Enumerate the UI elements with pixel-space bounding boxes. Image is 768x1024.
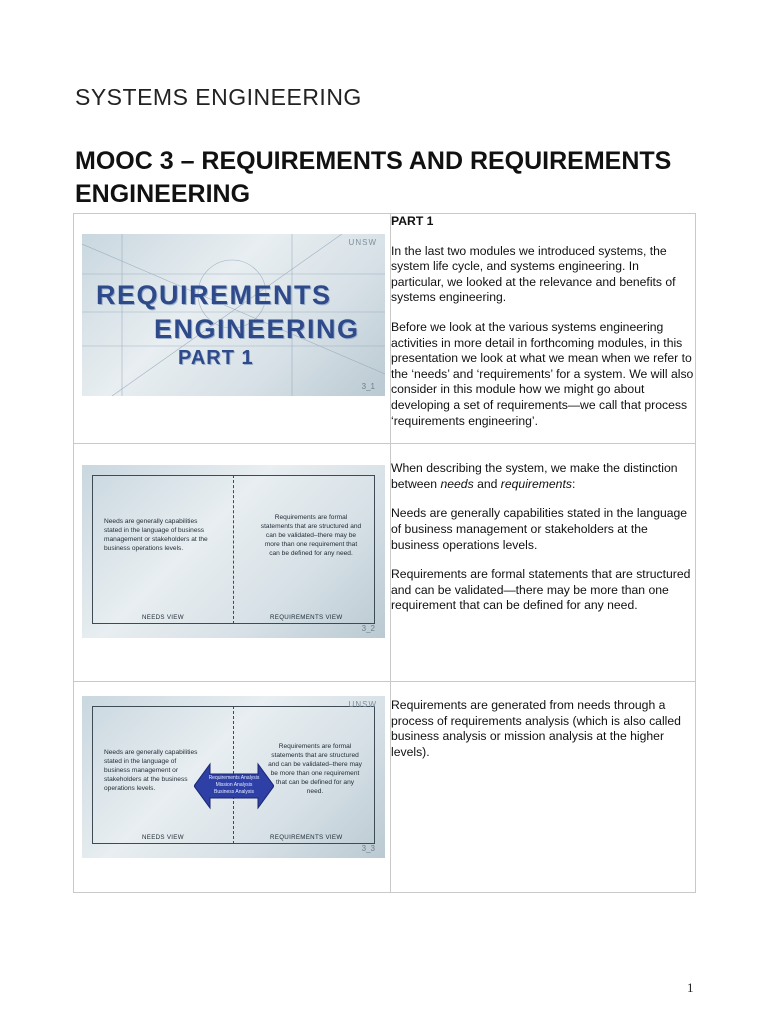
requirements-view-label: REQUIREMENTS VIEW bbox=[270, 834, 343, 842]
slide-divider bbox=[233, 475, 234, 624]
slide-title-line3: PART 1 bbox=[178, 347, 254, 369]
slide-cell bbox=[74, 682, 391, 893]
needs-text: Needs are generally capabilities stated in the language of business management or stakeholders at the business operations levels. bbox=[104, 749, 198, 793]
arrow-line: Mission Analysis bbox=[215, 782, 253, 789]
notes-paragraph: Needs are generally capabilities stated in the language of business management or stakeholders at the business operations levels. bbox=[391, 506, 688, 552]
slide-title-line1: REQUIREMENTS bbox=[96, 280, 332, 310]
notes-text: and bbox=[473, 476, 501, 491]
document-title: MOOC 3 – REQUIREMENTS AND REQUIREMENTS ENGINEERING bbox=[75, 147, 672, 208]
needs-emphasis: needs bbox=[440, 476, 474, 491]
slide-cell bbox=[74, 214, 391, 444]
requirements-text: Requirements are formal statements that are structured and can be validated–there may be more than one requirement that can be defined for any need. bbox=[268, 743, 362, 796]
slide-thumbnail-3-2 bbox=[82, 465, 385, 638]
arrow-line: Requirements Analysis bbox=[208, 775, 260, 782]
arrow-label bbox=[194, 775, 274, 796]
page-number: 1 bbox=[687, 980, 694, 995]
table-row bbox=[74, 214, 696, 444]
slide-cell bbox=[74, 444, 391, 682]
requirements-emphasis: requirements bbox=[500, 476, 572, 491]
notes-cell bbox=[391, 444, 696, 682]
table-row bbox=[74, 682, 696, 893]
arrow-line: Business Analysis bbox=[213, 789, 255, 796]
notes-cell bbox=[391, 682, 696, 893]
needs-text: Needs are generally capabilities stated in the language of business management or stakeholders at the business operations levels. bbox=[104, 518, 208, 553]
slide-number: 3_3 bbox=[361, 844, 375, 854]
table-row bbox=[74, 444, 696, 682]
unsw-logo: UNSW bbox=[348, 700, 377, 710]
slide-number: 3_2 bbox=[361, 624, 375, 634]
slide-title-line2: ENGINEERING bbox=[154, 314, 360, 344]
notes-paragraph: Before we look at the various systems engineering activities in more detail in forthcoming modules, in this presentation we look at what we mean when we refer to the ‘needs’ and ‘requirements’ for a system. We will also consider in this module how we might go about developing a set of requirements—we call that process ‘requirements engineering’. bbox=[391, 319, 694, 428]
notes-text: : bbox=[571, 476, 576, 491]
slide-thumbnail-3-1 bbox=[82, 234, 385, 396]
needs-view-label: NEEDS VIEW bbox=[142, 614, 184, 622]
notes-paragraph: Requirements are formal statements that are structured and can be validated—there may be more than one requirement that can be defined for any need. bbox=[391, 567, 691, 613]
needs-view-label: NEEDS VIEW bbox=[142, 834, 184, 842]
notes-cell bbox=[391, 214, 696, 444]
requirements-view-label: REQUIREMENTS VIEW bbox=[270, 614, 343, 622]
slide-number: 3_1 bbox=[361, 382, 375, 391]
notes-paragraph: In the last two modules we introduced systems, the system life cycle, and systems engineering. In particular, we looked at the relevance and benefits of systems engineering. bbox=[391, 243, 676, 305]
slide-thumbnail-3-3 bbox=[82, 696, 385, 858]
notes-paragraph: Requirements are generated from needs through a process of requirements analysis (which is also called business analysis or mission analysis at the higher levels). bbox=[391, 698, 681, 759]
notes-text: When describing the system, we make the distinction between bbox=[391, 461, 678, 491]
slides-notes-table bbox=[73, 213, 696, 893]
document-header: SYSTEMS ENGINEERING bbox=[75, 84, 362, 110]
analysis-arrow bbox=[194, 756, 274, 816]
part-label: PART 1 bbox=[391, 214, 434, 228]
unsw-logo: UNSW bbox=[348, 238, 377, 247]
notes-paragraph bbox=[391, 461, 695, 492]
requirements-text: Requirements are formal statements that are structured and can be validated–there may be more than one requirement that can be defined for any need. bbox=[260, 514, 362, 558]
